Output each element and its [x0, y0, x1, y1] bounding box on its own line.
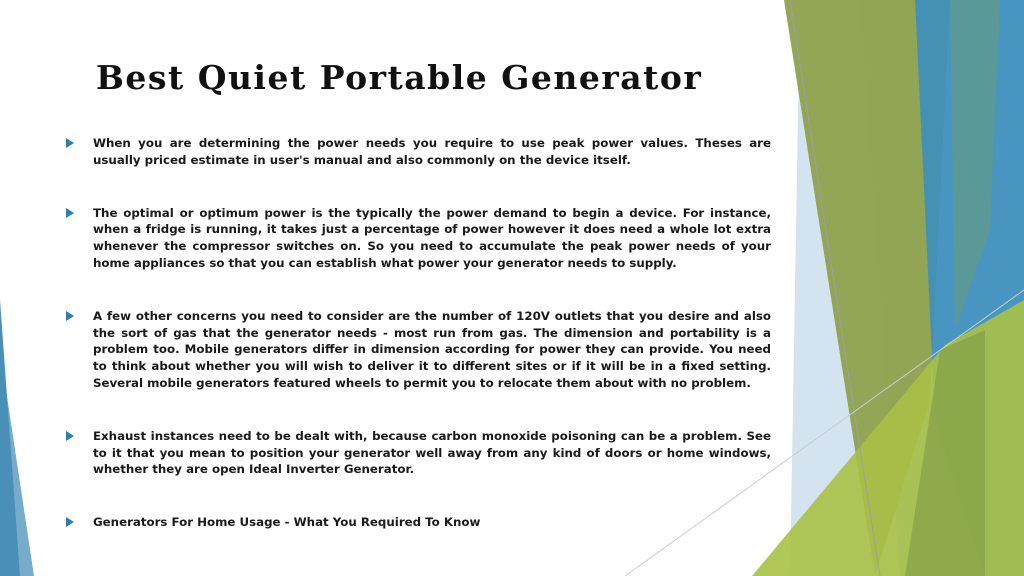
- bullet-text: Generators For Home Usage - What You Required To Know: [93, 515, 481, 530]
- triangle-bullet-icon: [66, 208, 74, 218]
- triangle-bullet-icon: [66, 517, 74, 527]
- bullet-item: [64, 135, 771, 169]
- bullet-item: [64, 428, 771, 478]
- bullet-item: [64, 308, 771, 392]
- triangle-bullet-icon: [66, 138, 74, 148]
- bullet-item: [64, 514, 771, 531]
- bullet-text: When you are determining the power needs you require to use peak power values. Theses are usually priced estimate in user's manual and also commonly on the device itself.: [93, 136, 771, 167]
- bullet-item: [64, 205, 771, 272]
- bullet-list: [64, 135, 771, 567]
- triangle-bullet-icon: [66, 431, 74, 441]
- bullet-text: A few other concerns you need to consider are the number of 120V outlets that you desire and also the sort of gas that the generator needs - most run from gas. The dimension and portability is a problem too. Mobile generators differ in dimension according for power they can provide. You need to think about whether you will wish to deliver it to different sites or if it will be in a fixed setting. Several mobile generators featured wheels to permit you to relocate them about with no problem.: [93, 308, 771, 390]
- bullet-text: Exhaust instances need to be dealt with, because carbon monoxide poisoning can be a problem. See to it that you mean to position your generator well away from any kind of doors or home windows, whether they are open Ideal Inverter Generator.: [93, 428, 771, 477]
- bullet-text: The optimal or optimum power is the typically the power demand to begin a device. For instance, when a fridge is running, it takes just a percentage of power however it does need a whole lot extra whenever the compressor switches on. So you need to accumulate the peak power needs of your home appliances so that you can establish what power your generator needs to supply.: [93, 205, 771, 270]
- slide-title: Best Quiet Portable Generator: [96, 58, 703, 97]
- triangle-bullet-icon: [66, 311, 74, 321]
